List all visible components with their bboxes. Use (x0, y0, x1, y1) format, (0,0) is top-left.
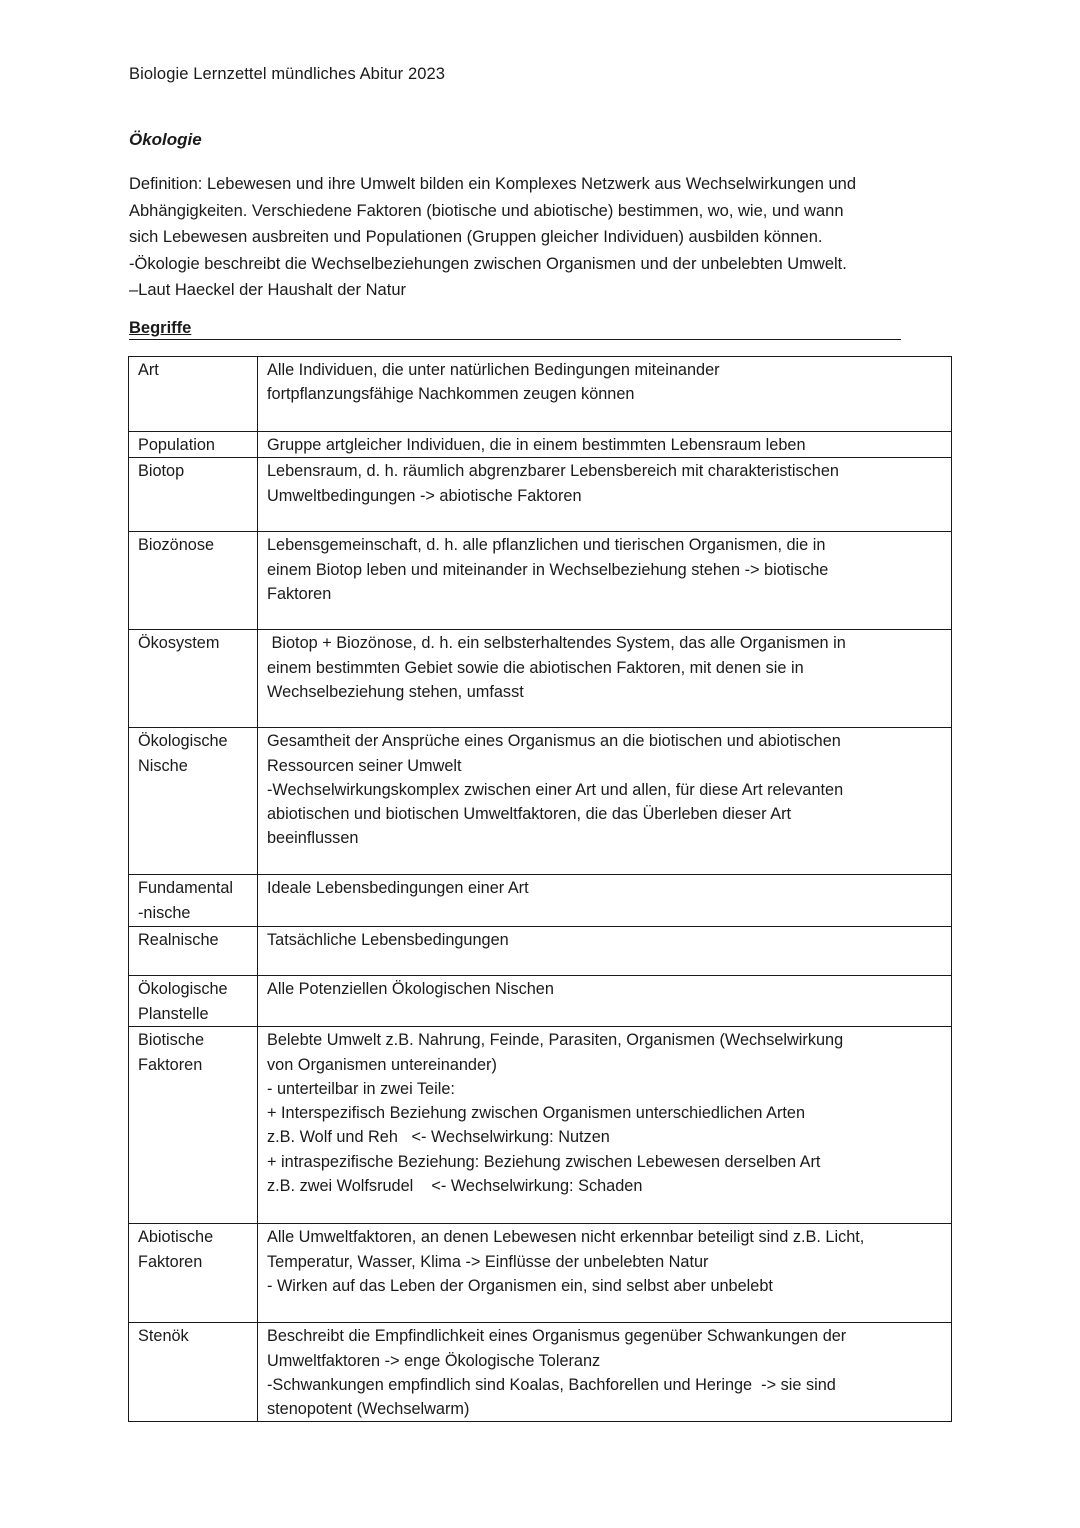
description-cell (258, 1323, 952, 1422)
description-cell (258, 357, 952, 432)
description-line: einem bestimmten Gebiet sowie die abiotischen Faktoren, mit denen sie in (267, 658, 804, 677)
description-line: Lebensraum, d. h. räumlich abgrenzbarer Lebensbereich mit charakteristischen (267, 462, 839, 481)
term-cell (129, 728, 258, 875)
term-cell (129, 630, 258, 728)
term-text: Biotop (138, 462, 185, 481)
description-line: abiotischen und biotischen Umweltfaktoren, die das Überleben dieser Art (267, 805, 792, 824)
term-cell (129, 976, 258, 1027)
description-line: -Wechselwirkungskomplex zwischen einer Art und allen, für diese Art relevanten (267, 780, 844, 799)
term-text: Ökosystem (138, 634, 220, 653)
description-line: Belebte Umwelt z.B. Nahrung, Feinde, Parasiten, Organismen (Wechselwirkung (267, 1031, 844, 1050)
description-cell (258, 875, 952, 927)
description-line: beeinflussen (267, 829, 359, 848)
definition-line: Definition: Lebewesen und ihre Umwelt bilden ein Komplexes Netzwerk aus Wechselwirkungen und (129, 175, 856, 193)
description-line: z.B. Wolf und Reh <- Wechselwirkung: Nutzen (267, 1128, 610, 1147)
description-line: - unterteilbar in zwei Teile: (267, 1079, 455, 1098)
definition-line: Abhängigkeiten. Verschiedene Faktoren (biotische und abiotische) bestimmen, wo, wie, und wann (129, 201, 844, 220)
term-text: Population (138, 436, 215, 454)
table-row (129, 1323, 952, 1422)
table-row (129, 728, 952, 875)
terms-table-body (129, 357, 952, 1422)
description-cell (258, 1027, 952, 1224)
table-row (129, 1027, 952, 1224)
description-line: Biotop + Biozönose, d. h. ein selbsterhaltendes System, das alle Organismen in (267, 634, 846, 653)
term-cell (129, 875, 258, 927)
document-header: Biologie Lernzettel mündliches Abitur 2023 (129, 65, 446, 83)
term-cell (129, 532, 258, 630)
term-text: Planstelle (138, 1004, 209, 1023)
definition-paragraph (129, 171, 959, 304)
term-cell (129, 1224, 258, 1323)
description-line: Tatsächliche Lebensbedingungen (267, 931, 509, 950)
description-line: Alle Umweltfaktoren, an denen Lebewesen nicht erkennbar beteiligt sind z.B. Licht, (267, 1228, 865, 1247)
description-line: stenopotent (Wechselwarm) (267, 1400, 470, 1419)
subheading-label: Begriffe (129, 319, 192, 337)
table-row (129, 976, 952, 1027)
description-line: Umweltbedingungen -> abiotische Faktoren (267, 486, 582, 505)
description-line: fortpflanzungsfähige Nachkommen zeugen können (267, 385, 635, 404)
description-line: Lebensgemeinschaft, d. h. alle pflanzlichen und tierischen Organismen, die in (267, 536, 826, 555)
table-row (129, 458, 952, 532)
description-line: -Schwankungen empfindlich sind Koalas, Bachforellen und Heringe -> sie sind (267, 1375, 836, 1394)
table-row (129, 875, 952, 927)
table-row (129, 357, 952, 432)
table-row (129, 1224, 952, 1323)
term-cell (129, 357, 258, 432)
definition-line: -Ökologie beschreibt die Wechselbeziehungen zwischen Organismen und der unbelebten Umwelt. (129, 254, 847, 273)
description-cell (258, 432, 952, 458)
description-line: Ressourcen seiner Umwelt (267, 756, 462, 775)
description-line: Ideale Lebensbedingungen einer Art (267, 879, 529, 898)
term-text: Realnische (138, 931, 219, 950)
description-line: Gruppe artgleicher Individuen, die in einem bestimmten Lebensraum leben (267, 436, 806, 454)
section-title: Ökologie (129, 130, 202, 149)
term-cell (129, 1027, 258, 1224)
description-line: + intraspezifische Beziehung: Beziehung zwischen Lebewesen derselben Art (267, 1152, 821, 1171)
description-line: - Wirken auf das Leben der Organismen ein, sind selbst aber unbelebt (267, 1276, 773, 1295)
description-line: Faktoren (267, 584, 332, 603)
term-text: Faktoren (138, 1055, 203, 1074)
term-text: Biozönose (138, 536, 215, 555)
term-text: Art (138, 361, 159, 379)
term-cell (129, 432, 258, 458)
term-text: Biotische (138, 1031, 205, 1050)
term-text: Faktoren (138, 1252, 203, 1271)
description-line: Alle Potenziellen Ökologischen Nischen (267, 980, 554, 999)
description-cell (258, 458, 952, 532)
term-text: Ökologische (138, 980, 228, 999)
table-row (129, 432, 952, 458)
description-line: Beschreibt die Empfindlichkeit eines Organismus gegenüber Schwankungen der (267, 1327, 847, 1346)
description-line: z.B. zwei Wolfsrudel <- Wechselwirkung: Schaden (267, 1177, 643, 1196)
definition-line: sich Lebewesen ausbreiten und Populationen (Gruppen gleicher Individuen) ausbilden können. (129, 228, 823, 246)
term-text: Abiotische (138, 1228, 214, 1247)
description-line: von Organismen untereinander) (267, 1055, 497, 1074)
description-cell (258, 630, 952, 728)
definition-line: –Laut Haeckel der Haushalt der Natur (129, 281, 406, 299)
term-cell (129, 927, 258, 976)
description-cell (258, 1224, 952, 1323)
term-cell (129, 458, 258, 532)
description-line: + Interspezifisch Beziehung zwischen Organismen unterschiedlichen Arten (267, 1104, 806, 1123)
table-row (129, 630, 952, 728)
description-line: Wechselbeziehung stehen, umfasst (267, 682, 524, 701)
description-cell (258, 532, 952, 630)
term-text: Stenök (138, 1327, 189, 1346)
description-cell (258, 927, 952, 976)
table-row (129, 532, 952, 630)
term-text: -nische (138, 903, 191, 922)
term-text: Nische (138, 756, 188, 775)
description-line: einem Biotop leben und miteinander in Wechselbeziehung stehen -> biotische (267, 560, 829, 579)
term-text: Fundamental (138, 879, 234, 898)
subheading-begriffe (129, 318, 901, 340)
description-line: Umweltfaktoren -> enge Ökologische Toleranz (267, 1351, 601, 1370)
description-line: Gesamtheit der Ansprüche eines Organismus an die biotischen und abiotischen (267, 732, 841, 751)
description-line: Temperatur, Wasser, Klima -> Einflüsse der unbelebten Natur (267, 1252, 709, 1271)
description-line: Alle Individuen, die unter natürlichen Bedingungen miteinander (267, 361, 720, 379)
description-cell (258, 976, 952, 1027)
table-row (129, 927, 952, 976)
terms-table (128, 356, 952, 1422)
description-cell (258, 728, 952, 875)
term-cell (129, 1323, 258, 1422)
term-text: Ökologische (138, 732, 228, 751)
